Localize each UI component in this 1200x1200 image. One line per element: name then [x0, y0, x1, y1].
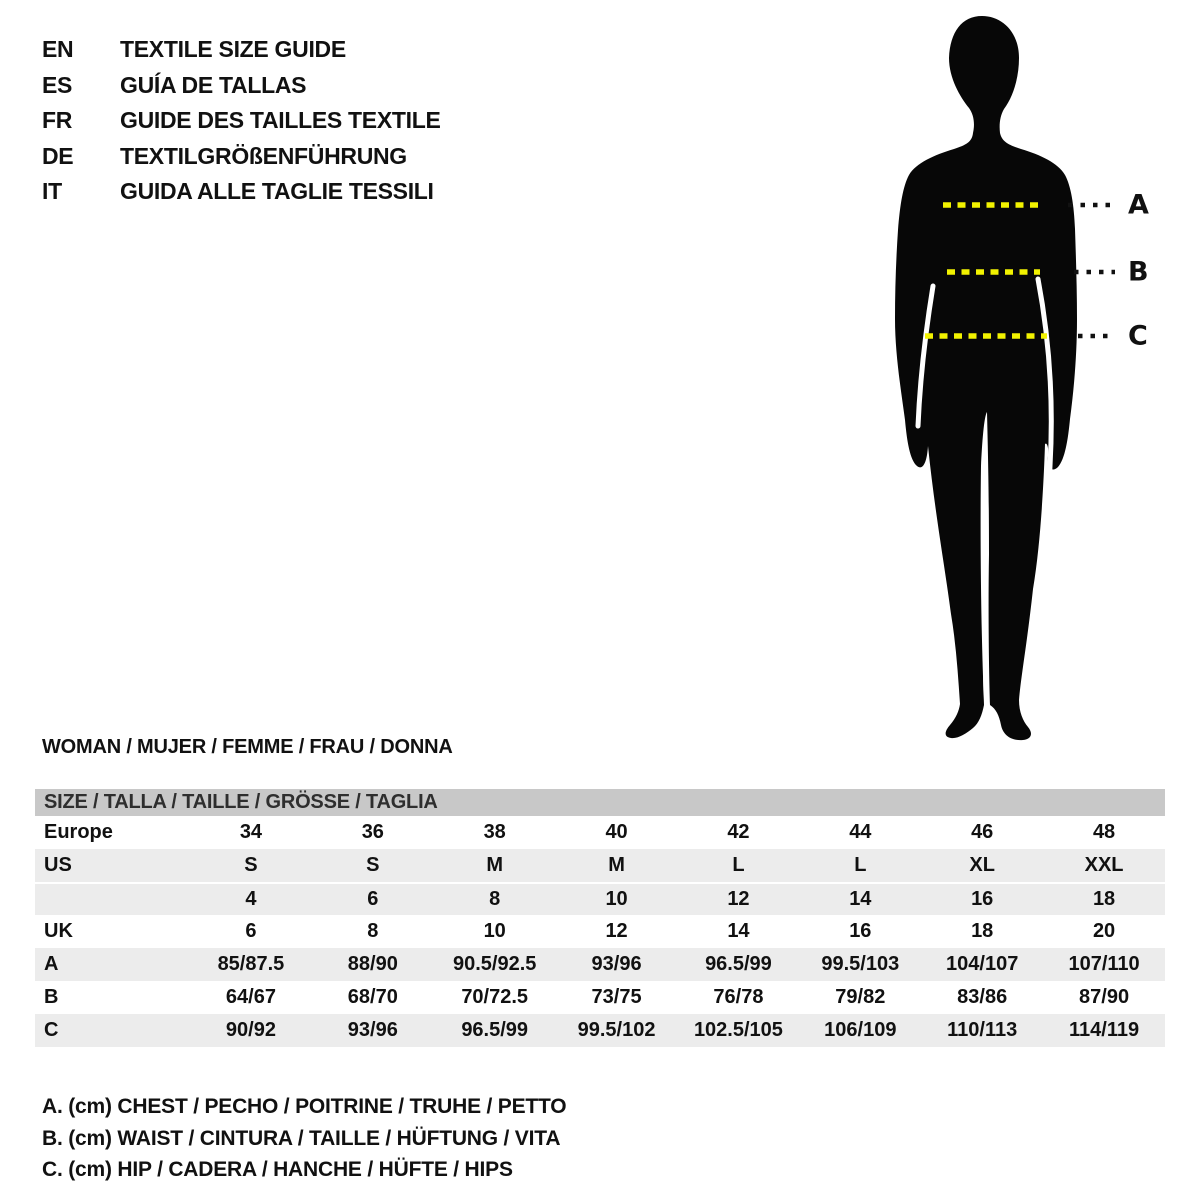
- legend-line: A. (cm) CHEST / PECHO / POITRINE / TRUHE / PETTO: [42, 1095, 567, 1118]
- size-cell: 107/110: [1068, 953, 1140, 975]
- language-code: IT: [42, 178, 62, 204]
- language-line: [42, 143, 407, 170]
- size-cell: 87/90: [1079, 986, 1130, 1008]
- woman-figure: [878, 14, 1160, 744]
- size-cell: 76/78: [713, 986, 764, 1008]
- table-row: [35, 849, 1165, 882]
- size-cell: 44: [849, 821, 872, 843]
- size-cell: 48: [1092, 821, 1116, 843]
- language-code: EN: [42, 36, 74, 62]
- language-code: ES: [42, 71, 73, 98]
- language-line: [42, 72, 306, 99]
- size-cell: 38: [483, 821, 506, 843]
- marker-label-c: C: [1128, 320, 1148, 352]
- size-table: [35, 789, 1165, 1047]
- legend-line: B. (cm) WAIST / CINTURA / TAILLE / HÜFTUNG / VITA: [42, 1126, 561, 1150]
- size-cell: 96.5/99: [705, 953, 772, 975]
- language-title: GUÍA DE TALLAS: [120, 71, 307, 98]
- row-label: Europe: [44, 821, 113, 843]
- language-code: FR: [42, 107, 73, 133]
- language-title: GUIDA ALLE TAGLIE TESSILI: [120, 178, 434, 204]
- marker-label-b: B: [1128, 256, 1149, 288]
- size-table-body: [35, 816, 1165, 1047]
- size-cell: 73/75: [591, 986, 642, 1008]
- size-cell: 106/109: [824, 1019, 897, 1041]
- language-line: [42, 107, 441, 134]
- size-cell: 10: [483, 920, 506, 942]
- language-title: TEXTILE SIZE GUIDE: [120, 36, 346, 62]
- section-title-woman: WOMAN / MUJER / FEMME / FRAU / DONNA: [42, 736, 453, 758]
- table-row: [35, 1014, 1165, 1047]
- table-row: [35, 981, 1165, 1014]
- size-cell: 10: [605, 888, 628, 910]
- size-cell: 99.5/102: [577, 1019, 656, 1041]
- marker-label-a: A: [1128, 189, 1149, 221]
- size-cell: 90/92: [225, 1019, 276, 1041]
- table-row: [35, 816, 1165, 849]
- size-cell: 114/119: [1069, 1019, 1140, 1041]
- size-cell: 110/113: [947, 1019, 1018, 1041]
- row-label: US: [44, 854, 72, 876]
- legend-line: C. (cm) HIP / CADERA / HANCHE / HÜFTE / HIPS: [42, 1158, 513, 1181]
- table-row: [35, 948, 1165, 981]
- size-cell: 34: [239, 821, 263, 843]
- size-table-header: SIZE / TALLA / TAILLE / GRÖSSE / TAGLIA: [35, 789, 1165, 816]
- size-cell: 8: [489, 888, 501, 910]
- size-cell: 12: [727, 888, 750, 910]
- size-cell: XL: [969, 854, 995, 876]
- table-row: [35, 882, 1165, 915]
- size-cell: M: [486, 854, 504, 876]
- size-cell: 20: [1092, 920, 1116, 942]
- size-cell: 18: [1092, 888, 1116, 910]
- size-cell: 42: [727, 821, 750, 843]
- row-label: A: [44, 953, 59, 975]
- size-cell: 8: [367, 920, 379, 942]
- language-code: DE: [42, 142, 74, 169]
- size-cell: 6: [367, 888, 379, 910]
- language-line: [42, 36, 346, 63]
- row-label: UK: [44, 920, 73, 942]
- size-cell: L: [732, 854, 745, 876]
- size-cell: 88/90: [347, 953, 398, 975]
- size-cell: 85/87.5: [217, 953, 285, 975]
- size-cell: 93/96: [347, 1019, 398, 1041]
- size-cell: M: [608, 854, 625, 876]
- size-cell: 90.5/92.5: [452, 953, 537, 975]
- size-cell: 83/86: [957, 986, 1008, 1008]
- table-row: [35, 915, 1165, 948]
- size-cell: 79/82: [835, 986, 886, 1008]
- size-cell: 36: [361, 821, 384, 843]
- row-label: [35, 884, 190, 915]
- size-cell: 40: [605, 821, 628, 843]
- size-cell: 16: [971, 888, 994, 910]
- size-cell: 6: [245, 920, 257, 942]
- size-cell: L: [854, 854, 867, 876]
- size-cell: S: [244, 854, 258, 876]
- size-cell: 46: [971, 821, 994, 843]
- size-cell: 70/72.5: [461, 986, 529, 1008]
- language-title: GUIDE DES TAILLES TEXTILE: [120, 107, 441, 133]
- row-label: C: [44, 1019, 59, 1041]
- size-cell: 99.5/103: [821, 953, 900, 975]
- size-cell: 96.5/99: [461, 1019, 529, 1041]
- size-cell: 93/96: [591, 953, 642, 975]
- language-title: TEXTILGRÖßENFÜHRUNG: [120, 142, 407, 169]
- size-cell: 14: [849, 888, 872, 910]
- size-cell: 68/70: [347, 986, 398, 1008]
- size-cell: 4: [245, 888, 257, 910]
- size-cell: S: [366, 854, 380, 876]
- size-cell: 102.5/105: [693, 1019, 783, 1041]
- size-cell: 104/107: [946, 953, 1019, 975]
- size-cell: XXL: [1084, 854, 1124, 876]
- size-cell: 16: [849, 920, 872, 942]
- size-cell: 18: [971, 920, 994, 942]
- size-cell: 14: [727, 920, 750, 942]
- row-label: B: [44, 986, 59, 1008]
- size-cell: 64/67: [225, 986, 276, 1008]
- language-line: [42, 178, 434, 205]
- size-cell: 12: [605, 920, 628, 942]
